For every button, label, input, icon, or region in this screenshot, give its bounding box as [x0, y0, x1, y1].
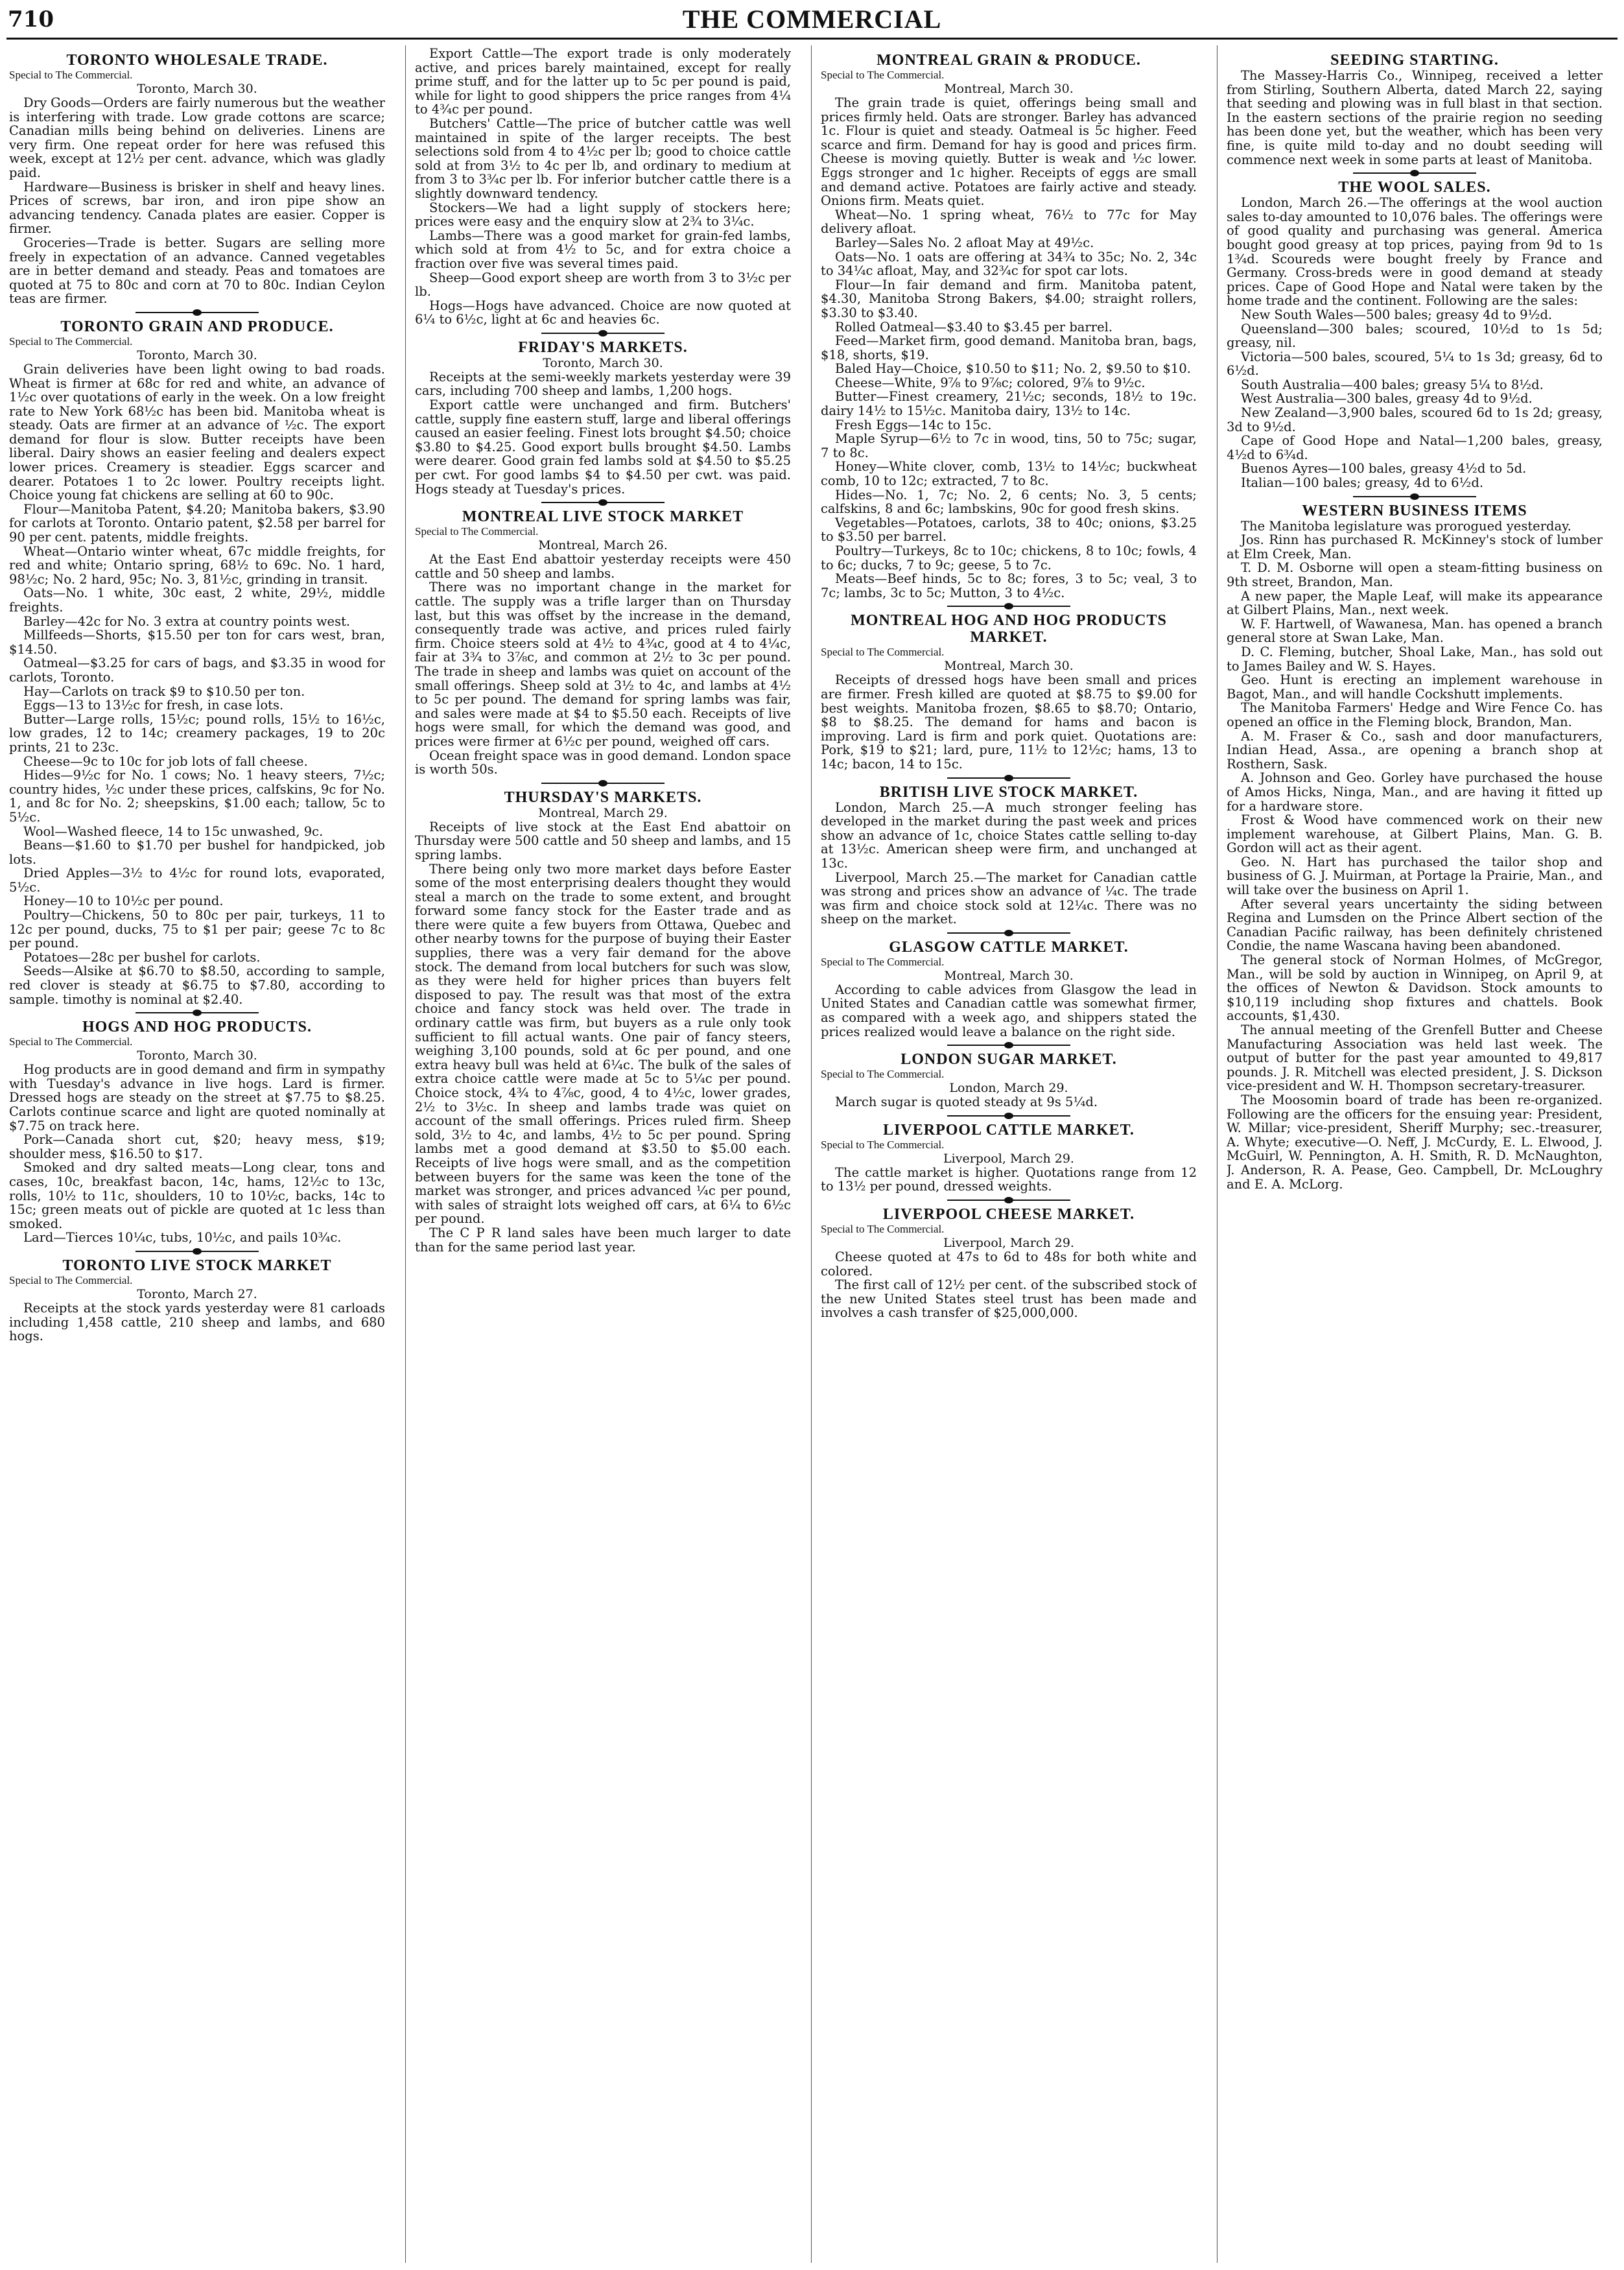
- article-paragraph: Hogs—Hogs have advanced. Choice are now quoted at 6¼ to 6½c, light at 6c and heavies 6c.: [415, 298, 791, 327]
- article-headline: WESTERN BUSINESS ITEMS: [1302, 502, 1527, 519]
- article-paragraph: Stockers—We had a light supply of stockers here; prices were easy and the enquiry slow at 2¾ to 3¼c.: [415, 200, 791, 230]
- dateline: Toronto, March 30.: [137, 1048, 257, 1063]
- article: [1227, 172, 1603, 490]
- article-paragraph: Wool—Washed fleece, 14 to 15c unwashed, 9c.: [23, 823, 324, 839]
- article-headline: HOGS AND HOG PRODUCTS.: [82, 1019, 312, 1036]
- article: [9, 1251, 385, 1343]
- article-paragraph: Cheese—9c to 10c for job lots of fall cheese.: [23, 753, 308, 769]
- special-correspondent-line: Special to The Commercial.: [9, 69, 133, 81]
- article-paragraph: Poultry—Chickens, 50 to 80c per pair, turkeys, 11 to 12c per pound, ducks, 75 to $1 per pair; geese 7c to 8c per pound.: [9, 908, 385, 951]
- article-headline: TORONTO WHOLESALE TRADE.: [66, 52, 328, 69]
- article-paragraph: W. F. Hartwell, of Wawanesa, Man. has opened a branch general store at Swan Lake, Man.: [1227, 616, 1603, 646]
- article-paragraph: Beans—$1.60 to $1.70 per bushel for handpicked, job lots.: [9, 838, 385, 867]
- article-paragraph: Seeds—Alsike at $6.70 to $8.50, according to sample, red clover is steady at $6.75 to $7.80, according to sample. timothy is nominal at $2.40.: [9, 964, 385, 1007]
- column-3: [821, 47, 1197, 2261]
- article-paragraph: A. M. Fraser & Co., sash and door manufacturers, Indian Head, Assa., are opening a branch shop at Rosthern, Sask.: [1227, 728, 1603, 772]
- article-paragraph: Millfeeds—Shorts, $15.50 per ton for cars west, bran, $14.50.: [9, 628, 385, 657]
- article-separator: [947, 1200, 1070, 1201]
- article-paragraph: Dry Goods—Orders are fairly numerous but the weather is interfering with trade. Low grade cottons are scarce; Canadian mills being behind on deliveries. Linens are very firm. One repeat order for here was refused this week, except at 12½ per cent. advance, which was gladly paid.: [9, 95, 385, 180]
- article-paragraph: Oats—No. 1 oats are offering at 34¾ to 35c; No. 2, 34c to 34¼c afloat, May, and 32¾c for spot car lots.: [821, 249, 1197, 279]
- article-paragraph: T. D. M. Osborne will open a steam-fitting business on 9th street, Brandon, Man.: [1227, 560, 1603, 589]
- column-divider: [405, 45, 406, 2263]
- article-paragraph: Maple Syrup—6½ to 7c in wood, tins, 50 to 75c; sugar, 7 to 8c.: [821, 431, 1197, 460]
- dateline: Montreal, March 26.: [538, 538, 668, 553]
- article-paragraph: The annual meeting of the Grenfell Butter and Cheese Manufacturing Association was held last week. The output of butter for the past year amounted to 49,817 pounds. J. R. Mitchell was elected president, J. S. Dickson vice-president and W. H. Thompson secretary-treasurer.: [1227, 1023, 1603, 1094]
- article-paragraph: The general stock of Norman Holmes, of McGregor, Man., will be sold by auction in Winnipeg, on April 9, at the offices of Newton & Davidson. Stock amounts to $10,119 including shop fixtures and chattels. Book accounts, $1,430.: [1227, 952, 1603, 1024]
- article-paragraph: After several years uncertainty the siding between Regina and Lumsden on the Prince Albert section of the Canadian Pacific railway, has been definitely christened Condie, the name Wascana having been abandoned.: [1227, 896, 1603, 954]
- article-headline: SEEDING STARTING.: [1330, 52, 1499, 69]
- article-paragraph: Pork—Canada short cut, $20; heavy mess, $19; shoulder mess, $16.50 to $17.: [9, 1132, 385, 1161]
- dateline: Montreal, March 30.: [944, 968, 1074, 983]
- article-separator: [947, 606, 1070, 607]
- article-separator: [541, 783, 665, 784]
- article-paragraph: Wheat—Ontario winter wheat, 67c middle freights, for red and white; Ontario spring, 68½ to 69c. No. 1 hard, 98½c; No. 2 hard, 95c; No. 3, 81½c, grinding in transit.: [9, 543, 385, 587]
- article-headline: TORONTO GRAIN AND PRODUCE.: [60, 318, 334, 335]
- article-paragraph: Victoria—500 bales, scoured, 5¼ to 1s 3d; greasy, 6d to 6½d.: [1227, 349, 1603, 379]
- article: [9, 1012, 385, 1245]
- article-paragraph: London, March 26.—The offerings at the wool auction sales to-day amounted to 10,076 bales. The offerings were of good quality and purchasing was general. America bought good greasy at top prices, paying from 9d to 1s 1¾d. Scoureds were bought freely by France and Germany. Cross-breds were in good demand at steady prices. Cape of Good Hope and Natal were taken by the home trade and the continent. Following are the sales:: [1227, 195, 1603, 309]
- article: [415, 783, 791, 1254]
- article-headline: THE WOOL SALES.: [1338, 179, 1491, 196]
- dateline: Montreal, March 30.: [944, 659, 1074, 674]
- article-separator: [947, 1115, 1070, 1117]
- article-paragraph: Barley—Sales No. 2 afloat May at 49½c.: [835, 235, 1094, 250]
- column-2: [415, 47, 791, 2261]
- article-paragraph: Cheese—White, 9⅞ to 9⅞c; colored, 9⅞ to 9½c.: [835, 375, 1146, 390]
- article-paragraph: The first call of 12½ per cent. of the subscribed stock of the new United States steel trust has been made and involves a cash transfer of $25,000,000.: [821, 1277, 1197, 1321]
- article-headline: MONTREAL HOG AND HOG PRODUCTS MARKET.: [851, 612, 1167, 646]
- article-paragraph: South Australia—400 bales; greasy 5¼ to 8½d.: [1241, 377, 1544, 392]
- article-paragraph: Receipts at the semi-weekly markets yesterday were 39 cars, including 700 sheep and lambs, 1,200 hogs.: [415, 369, 791, 399]
- article-paragraph: Flour—In fair demand and firm. Manitoba patent, $4.30, Manitoba Strong Bakers, $4.00; straight rollers, $3.30 to $3.40.: [821, 277, 1197, 320]
- article-paragraph: Receipts of live stock at the East End abattoir on Thursday were 500 cattle and 50 sheep and lambs, and 15 spring lambs.: [415, 819, 791, 862]
- article-paragraph: Rolled Oatmeal—$3.40 to $3.45 per barrel.: [835, 319, 1113, 335]
- special-correspondent-line: Special to The Commercial.: [821, 69, 945, 81]
- article-paragraph: Smoked and dry salted meats—Long clear, tons and cases, 10c, breakfast bacon, 14c, hams, 12½c to 13c, rolls, 10½ to 11c, shoulders, 10 to 10½c, backs, 14c to 15c; green meats out of pickle are quoted at 1c less than smoked.: [9, 1160, 385, 1231]
- column-1: [9, 47, 385, 2261]
- article-separator: [947, 1045, 1070, 1046]
- article-paragraph: Fresh Eggs—14c to 15c.: [835, 417, 992, 432]
- article-paragraph: New Zealand—3,900 bales, scoured 6d to 1s 2d; greasy, 3d to 9½d.: [1227, 405, 1603, 434]
- article-paragraph: D. C. Fleming, butcher, Shoal Lake, Man., has sold out to James Bailey and W. S. Hayes.: [1227, 644, 1603, 674]
- article-headline: BRITISH LIVE STOCK MARKET.: [879, 783, 1138, 801]
- article-paragraph: Baled Hay—Choice, $10.50 to $11; No. 2, $9.50 to $10.: [835, 361, 1191, 377]
- article: [821, 52, 1197, 600]
- article-paragraph: According to cable advices from Glasgow the lead in United States and Canadian cattle was somewhat firmer, as compared with a week ago, and shippers stated the prices realized would leave a balance on the right side.: [821, 982, 1197, 1039]
- article-paragraph: Lambs—There was a good market for grain-fed lambs, which sold at from 4½ to 5c, and for extra choice a fraction over five was several times paid.: [415, 228, 791, 271]
- article-paragraph: Butter—Large rolls, 15½c; pound rolls, 15½ to 16½c, low grades, 12 to 14c; creamery packages, 19 to 20c prints, 21 to 23c.: [9, 711, 385, 755]
- article-paragraph: Flour—Manitoba Patent, $4.20; Manitoba bakers, $3.90 for carlots at Toronto. Ontario patent, $2.58 per barrel for 90 per cent. patents, middle freights.: [9, 501, 385, 545]
- article-paragraph: There was no important change in the market for cattle. The supply was a trifle larger than on Thursday last, but this was offset by the increase in the demand, consequently trade was active, and prices ruled fairly firm. Choice steers sold at 4½ to 4¾c, good at 4 to 4¼c, fair at 3¾ to 3⅞c, and common at 2½ to 3c per pound. The trade in sheep and lambs was quiet on account of the small offerings. Sheep sold at 3½ to 4c, and lambs at 4½ to 5c per pound. The demand for spring lambs was fair, and sales were made at $4 to $5.50 each. Receipts of live hogs were small, for which the demand was good, and prices were firmer at 6½c per pound, weighed off cars.: [415, 580, 791, 749]
- dateline: Montreal, March 30.: [944, 82, 1074, 96]
- article-paragraph: There being only two more market days before Easter some of the most enterprising dealers thought they would steal a march on the trade to some extent, and brought forward some fancy stock for the Easter trade and as there were quite a few buyers from Ottawa, Quebec and other nearby towns for the purpose of buying their Easter supplies, there was a very fair demand for the above stock. The demand from local butchers for such was slow, as they were held for higher prices than buyers felt disposed to pay. The result was that most of the extra choice and fancy stock was held over. The trade in ordinary cattle was firm, but buyers as a rule only took sufficient to fill actual wants. One pair of fancy steers, weighing 3,100 pounds, sold at 6c per pound, and one extra heavy bull was held at 6¼c. The bulk of the sales of extra choice cattle were made at 5c to 5¼c per pound. Choice stock, 4¾ to 4⅞c, good, 4 to 4½c, lower grades, 2½ to 3½c. In sheep and lambs trade was quiet on account of the small offerings. Prices ruled firm. Sheep sold, 3½ to 4c, and lambs, 4½ to 5c per pound. Spring lambs met a good demand at $3.50 to $5.00 each. Receipts of live hogs were small, and as the competition between buyers for the same was keen the tone of the market was stronger, and prices advanced ¼c per pound, with sales of straight lots weighed off cars, at 6¼ to 6½c per pound.: [415, 861, 791, 1227]
- publication-title: THE COMMERCIAL: [682, 5, 942, 34]
- article-paragraph: Feed—Market firm, good demand. Manitoba bran, bags, $18, shorts, $19.: [821, 333, 1197, 362]
- article-paragraph: Poultry—Turkeys, 8c to 10c; chickens, 8 to 10c; fowls, 4 to 6c; ducks, 7 to 9c; geese, 5 to 7c.: [821, 543, 1197, 573]
- article-paragraph: Queensland—300 bales; scoured, 10½d to 1s 5d; greasy, nil.: [1227, 321, 1603, 351]
- dateline: Montreal, March 29.: [538, 805, 668, 820]
- article-paragraph: Jos. Rinn has purchased R. McKinney's stock of lumber at Elm Creek, Man.: [1227, 532, 1603, 562]
- article-paragraph: Butter—Finest creamery, 21½c; seconds, 18½ to 19c. dairy 14½ to 15½c. Manitoba dairy, 13½ to 14c.: [821, 389, 1197, 419]
- article-paragraph: Geo. Hunt is erecting an implement warehouse in Bagot, Man., and will handle Cockshutt implements.: [1227, 672, 1603, 702]
- special-correspondent-line: Special to The Commercial.: [415, 525, 539, 538]
- article-paragraph: Buenos Ayres—100 bales, greasy 4½d to 5d.: [1241, 461, 1527, 477]
- article-headline: THURSDAY'S MARKETS.: [504, 788, 702, 806]
- article-paragraph: Meats—Beef hinds, 5c to 8c; fores, 3 to 5c; veal, 3 to 7c; lambs, 3c to 5c; Mutton, 3 to 4½c.: [821, 571, 1197, 600]
- article: [9, 52, 385, 306]
- article-separator: [541, 333, 665, 334]
- column-divider: [1217, 45, 1218, 2263]
- article-paragraph: Groceries—Trade is better. Sugars are selling more freely in expectation of an advance. Canned vegetables are in better demand and steady. Peas and tomatoes are quoted at 75 to 80c and corn at 70 to 80c. Indian Ceylon teas are firmer.: [9, 235, 385, 307]
- article-separator: [135, 1012, 259, 1013]
- special-correspondent-line: Special to The Commercial.: [821, 1223, 945, 1236]
- article: [821, 932, 1197, 1039]
- article: [415, 333, 791, 496]
- article-separator: [135, 312, 259, 313]
- article-paragraph: The Massey-Harris Co., Winnipeg, received a letter from Stirling, Southern Alberta, dated March 22, saying that seeding and plowing was in full blast in that section. In the eastern sections of the prairie region no seeding has been done yet, but the weather, which has been very fine, is quite mild to-day and no doubt seeding will commence next week in some parts at least of Manitoba.: [1227, 68, 1603, 167]
- special-correspondent-line: Special to The Commercial.: [9, 335, 133, 348]
- special-correspondent-line: Special to The Commercial.: [9, 1273, 133, 1286]
- article-paragraph: Ocean freight space was in good demand. London space is worth 50s.: [415, 748, 791, 777]
- dateline: Toronto, March 27.: [137, 1286, 257, 1301]
- article-paragraph: Export Cattle—The export trade is only moderately active, and prices barely maintained, except for really prime stuff, and for the latter up to 5c per pound is paid, while for light to good shippers the price ranges from 4¼ to 4¾c per pound.: [415, 47, 791, 117]
- article-paragraph: Geo. N. Hart has purchased the tailor shop and business of G. J. Muirman, at Portage la Prairie, Man., and will take over the business on April 1.: [1227, 854, 1603, 898]
- article: [821, 777, 1197, 927]
- dateline: Liverpool, March 29.: [943, 1236, 1074, 1251]
- dateline: London, March 29.: [949, 1081, 1068, 1096]
- article-paragraph: The Moosomin board of trade has been re-organized. Following are the officers for the ensuing year: President, W. Millar; vice-president, Sheriff Murphy; sec.-treasurer, A. Whyte; executive—O. Neff, J. McCurdy, E. L. Elwood, J. McGuirl, W. Pennington, A. H. Smith, R. D. McNaughton, J. Anderson, R. A. Pease, Geo. Campbell, Dr. McLoughry and E. A. McLorg.: [1227, 1092, 1603, 1192]
- article-paragraph: London, March 25.—A much stronger feeling has developed in the market during the past week and prices show an advance of 1c, choice States cattle selling to-day at 13½c. American sheep were firm, and unchanged at 13c.: [821, 799, 1197, 871]
- article-headline: GLASGOW CATTLE MARKET.: [889, 938, 1129, 956]
- article-paragraph: Hog products are in good demand and firm in sympathy with Tuesday's advance in live hogs. Lard is firmer. Dressed hogs are steady on the street at $7.75 to $8.25. Carlots continue scarce and light are quoted nominally at $7.75 on track here.: [9, 1062, 385, 1133]
- article: [821, 606, 1197, 771]
- article-headline: MONTREAL LIVE STOCK MARKET: [462, 508, 744, 526]
- article: [415, 47, 791, 327]
- article-paragraph: Cape of Good Hope and Natal—1,200 bales, greasy, 4½d to 6¾d.: [1227, 433, 1603, 462]
- article-paragraph: Lard—Tierces 10¼c, tubs, 10½c, and pails 10¾c.: [23, 1230, 342, 1246]
- article-separator: [947, 932, 1070, 934]
- page-number: 710: [8, 6, 54, 32]
- dateline: Toronto, March 30.: [137, 82, 257, 96]
- article-paragraph: Honey—10 to 10½c per pound.: [23, 893, 224, 909]
- article-paragraph: Export cattle were unchanged and firm. Butchers' cattle, supply fine eastern stuff, large and liberal offerings caused an easier feeling. Finest lots brought $4.50; choice $3.80 to $4.25. Good export bulls brought $4.50. Lambs were dearer. Good grain fed lambs sold at $4.50 to $5.25 per cwt. For good lambs $4 to $4.50 per cwt. was paid. Hogs steady at Tuesday's prices.: [415, 397, 791, 497]
- article: [1227, 496, 1603, 1192]
- dateline: Toronto, March 30.: [543, 355, 663, 370]
- article-paragraph: Honey—White clover, comb, 13½ to 14½c; buckwheat comb, 10 to 12c; extracted, 7 to 8c.: [821, 459, 1197, 489]
- article: [1227, 52, 1603, 167]
- article-paragraph: Hardware—Business is brisker in shelf and heavy lines. Prices of screws, bar iron, and iron pipe show an advancing tendency. Canada plates are easier. Copper is firmer.: [9, 179, 385, 237]
- article-paragraph: Receipts at the stock yards yesterday were 81 carloads including 1,458 cattle, 210 sheep and lambs, and 680 hogs.: [9, 1300, 385, 1344]
- article-paragraph: The Manitoba Farmers' Hedge and Wire Fence Co. has opened an office in the Fleming block, Brandon, Man.: [1227, 700, 1603, 729]
- article-paragraph: Cheese quoted at 47s to 6d to 48s for both white and colored.: [821, 1249, 1197, 1279]
- article-paragraph: Hides—No. 1, 7c; No. 2, 6 cents; No. 3, 5 cents; calfskins, 8 and 6c; lambskins, 90c for good fresh skins.: [821, 487, 1197, 517]
- special-correspondent-line: Special to The Commercial.: [821, 646, 945, 659]
- article-paragraph: A. Johnson and Geo. Gorley have purchased the house of Amos Hicks, Ninga, Man., and are having it fitted up for a hardware store.: [1227, 770, 1603, 814]
- article-paragraph: Liverpool, March 25.—The market for Canadian cattle was strong and prices show an advance of ¼c. The trade was firm and choice stock sold at 12¼c. There was no sheep on the market.: [821, 869, 1197, 927]
- article-headline: TORONTO LIVE STOCK MARKET: [62, 1257, 332, 1274]
- article: [415, 502, 791, 777]
- article-paragraph: Wheat—No. 1 spring wheat, 76½ to 77c for May delivery afloat.: [821, 207, 1197, 237]
- dateline: Toronto, March 30.: [137, 348, 257, 362]
- article-paragraph: Frost & Wood have commenced work on their new implement warehouse, at Gilbert Plains, Man. G. B. Gordon will act as their agent.: [1227, 812, 1603, 856]
- article-paragraph: The cattle market is higher. Quotations range from 12 to 13½ per pound, dressed weights.: [821, 1165, 1197, 1194]
- article: [821, 1115, 1197, 1194]
- special-correspondent-line: Special to The Commercial.: [821, 955, 945, 968]
- special-correspondent-line: Special to The Commercial.: [9, 1035, 133, 1048]
- article-paragraph: Barley—42c for No. 3 extra at country points west.: [23, 613, 351, 629]
- article-separator: [1353, 496, 1476, 497]
- article-headline: LIVERPOOL CATTLE MARKET.: [883, 1121, 1135, 1139]
- article-headline: FRIDAY'S MARKETS.: [518, 338, 688, 356]
- article-separator: [1353, 172, 1476, 174]
- header-rule: [6, 38, 1618, 40]
- article-paragraph: The C P R land sales have been much larger to date than for the same period last year.: [415, 1225, 791, 1255]
- article-separator: [135, 1251, 259, 1252]
- article: [9, 312, 385, 1006]
- article: [821, 1045, 1197, 1109]
- article-paragraph: West Australia—300 bales, greasy 4d to 9½d.: [1241, 391, 1533, 407]
- article-paragraph: Sheep—Good export sheep are worth from 3 to 3½c per lb.: [415, 270, 791, 300]
- article-paragraph: Dried Apples—3½ to 4½c for round lots, evaporated, 5½c.: [9, 866, 385, 895]
- special-correspondent-line: Special to The Commercial.: [821, 1068, 945, 1081]
- article-paragraph: A new paper, the Maple Leaf, will make its appearance at Gilbert Plains, Man., next week.: [1227, 588, 1603, 618]
- article-separator: [541, 502, 665, 503]
- special-correspondent-line: Special to The Commercial.: [821, 1138, 945, 1151]
- article-headline: LONDON SUGAR MARKET.: [900, 1051, 1117, 1069]
- article: [821, 1200, 1197, 1320]
- article-paragraph: The Manitoba legislature was prorogued yesterday.: [1241, 518, 1571, 534]
- article-paragraph: Receipts of dressed hogs have been small and prices are firmer. Fresh killed are quoted at $8.75 to $9.00 for best weights. Manitoba frozen, $8.65 to $8.70; Ontario, $8 to $8.25. The demand for hams and bacon is improving. Lard is firm and pork quiet. Quotations are: Pork, $19 to $21; lard, pure, 11½ to 12½c; hams, 13 to 14c; bacon, 14 to 15c.: [821, 672, 1197, 772]
- article-separator: [947, 777, 1070, 779]
- column-divider: [811, 45, 812, 2263]
- article-paragraph: The grain trade is quiet, offerings being small and prices firmly held. Oats are stronger. Barley has advanced 1c. Flour is quiet and steady. Oatmeal is 5c higher. Feed scarce and firm. Demand for hay is good and prices firm. Cheese is moving quietly. Butter is weak and ½c lower. Eggs stronger and 1c higher. Receipts of eggs are small and demand active. Potatoes are fairly active and steady. Onions firm. Meats quiet.: [821, 95, 1197, 209]
- article-paragraph: Hides—9½c for No. 1 cows; No. 1 heavy steers, 7½c; country hides, ½c under these prices, calfskins, 9c for No. 1, and 8c for No. 2; sheepskins, $1.00 each; tallow, 5c to 5½c.: [9, 768, 385, 825]
- article-paragraph: Grain deliveries have been light owing to bad roads. Wheat is firmer at 68c for red and white, an advance of 1½c over quotations of early in the week. On a low freight rate to New York 68½c has been bid. Manitoba wheat is steady. Oats are firmer at an advance of ½c. The export demand for flour is slow. Butter receipts have been liberal. Dairy shows an easier feeling and dealers expect lower prices. Creamery is steadier. Eggs scarcer and dearer. Potatoes 1 to 2c lower. Poultry receipts light. Choice young fat chickens are selling at 60 to 90c.: [9, 361, 385, 503]
- page-header: [0, 4, 1624, 35]
- article-paragraph: Hay—Carlots on track $9 to $10.50 per ton.: [23, 683, 305, 699]
- dateline: Liverpool, March 29.: [943, 1151, 1074, 1166]
- article-paragraph: Potatoes—28c per bushel for carlots.: [23, 949, 261, 965]
- column-4: [1227, 47, 1603, 2261]
- article-paragraph: At the East End abattoir yesterday receipts were 450 cattle and 50 sheep and lambs.: [415, 552, 791, 581]
- article-paragraph: Italian—100 bales; greasy, 4d to 6½d.: [1241, 475, 1484, 491]
- article-headline: MONTREAL GRAIN & PRODUCE.: [877, 52, 1141, 69]
- article-paragraph: March sugar is quoted steady at 9s 5¼d.: [835, 1094, 1098, 1110]
- article-paragraph: Butchers' Cattle—The price of butcher cattle was well maintained in spite of the larger receipts. The best selections sold from 4 to 4½c per lb; good to choice cattle sold at from 3½ to 4c per lb, and ordinary to medium at from 3 to 3¾c per lb. For inferior butcher cattle there is a slightly downward tendency.: [415, 115, 791, 201]
- article-paragraph: Eggs—13 to 13½c for fresh, in case lots.: [23, 698, 284, 713]
- article-paragraph: Oats—No. 1 white, 30c east, 2 white, 29½, middle freights.: [9, 585, 385, 615]
- article-headline: LIVERPOOL CHEESE MARKET.: [882, 1206, 1135, 1224]
- article-paragraph: Vegetables—Potatoes, carlots, 38 to 40c; onions, $3.25 to $3.50 per barrel.: [821, 515, 1197, 545]
- article-paragraph: Oatmeal—$3.25 for cars of bags, and $3.35 in wood for carlots, Toronto.: [9, 656, 385, 685]
- article-paragraph: New South Wales—500 bales; greasy 4d to 9½d.: [1241, 307, 1553, 322]
